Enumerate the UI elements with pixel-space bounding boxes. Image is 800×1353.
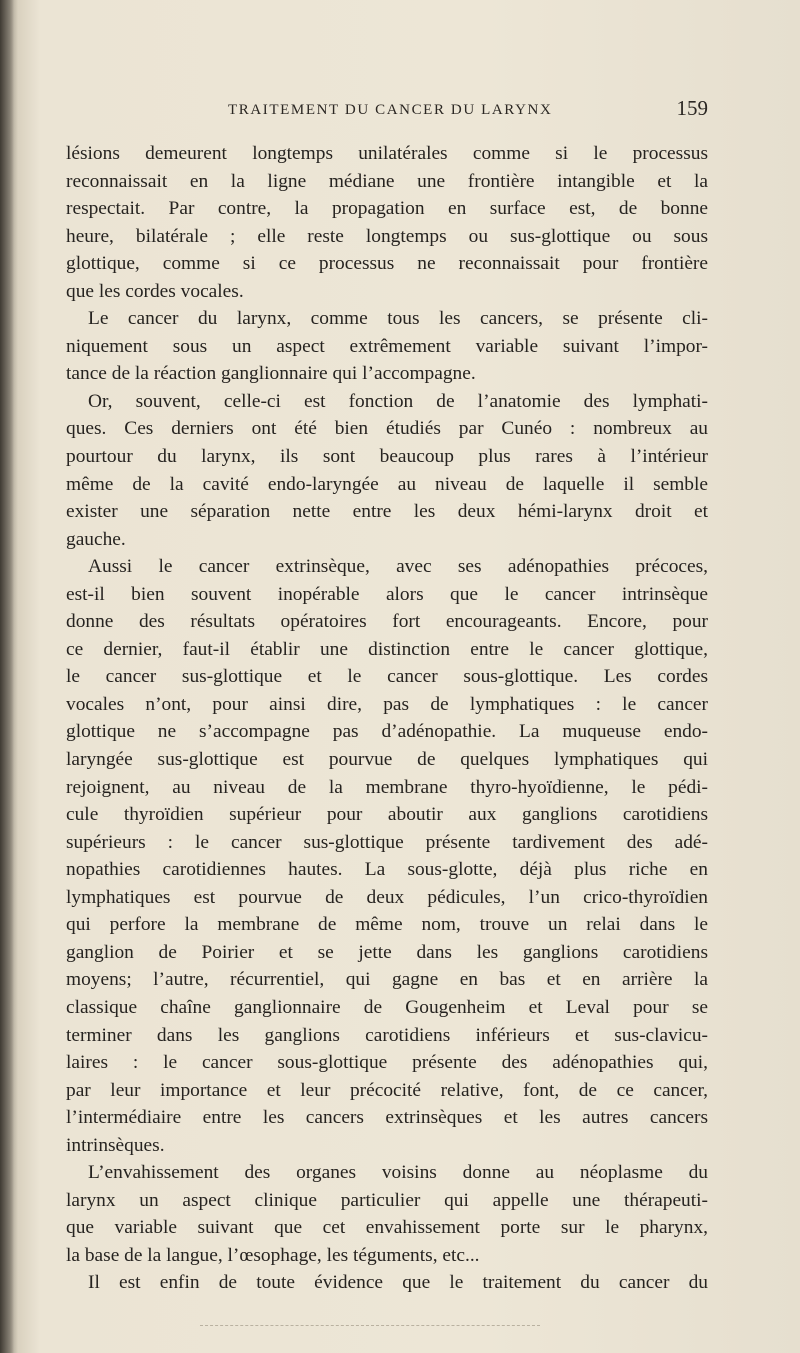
text-line: la base de la langue, l’œsophage, les téguments, etc... xyxy=(66,1244,480,1266)
text-line: L’envahissement des organes voisins donne au néoplasme du xyxy=(88,1162,708,1184)
text-line: l’intermédiaire entre les cancers extrinsèques et les autres cancers xyxy=(66,1107,708,1129)
text-line: pourtour du larynx, ils sont beaucoup plus rares à l’intérieur xyxy=(66,446,708,468)
running-title: TRAITEMENT DU CANCER DU LARYNX xyxy=(228,102,553,118)
text-line: le cancer sus-glottique et le cancer sous-glottique. Les cordes xyxy=(66,666,708,688)
text-line: Il est enfin de toute évidence que le traitement du cancer du xyxy=(88,1272,708,1294)
text-line: même de la cavité endo-laryngée au niveau de laquelle il semble xyxy=(66,473,708,495)
text-line: terminer dans les ganglions carotidiens inférieurs et sus-clavicu- xyxy=(66,1024,708,1046)
body-text xyxy=(66,140,708,1297)
text-line: ce dernier, faut-il établir une distinction entre le cancer glottique, xyxy=(66,638,708,660)
page-bottom-mark xyxy=(200,1325,540,1327)
text-line: est-il bien souvent inopérable alors que le cancer intrinsèque xyxy=(66,583,708,605)
text-line: classique chaîne ganglionnaire de Gougenheim et Leval pour se xyxy=(66,996,708,1018)
text-line: supérieurs : le cancer sus-glottique présente tardivement des adé- xyxy=(66,831,708,853)
text-line: Aussi le cancer extrinsèque, avec ses adénopathies précoces, xyxy=(88,556,708,578)
text-line: intrinsèques. xyxy=(66,1134,165,1156)
text-line: que les cordes vocales. xyxy=(66,280,244,302)
text-line: ques. Ces derniers ont été bien étudiés par Cunéo : nombreux au xyxy=(66,418,708,440)
text-line: moyens; l’autre, récurrentiel, qui gagne en bas et en arrière la xyxy=(66,969,708,991)
text-line: laires : le cancer sous-glottique présente des adénopathies qui, xyxy=(66,1052,708,1074)
page-number: 159 xyxy=(676,96,708,120)
text-line: exister une séparation nette entre les deux hémi-larynx droit et xyxy=(66,501,708,523)
text-line: tance de la réaction ganglionnaire qui l’accompagne. xyxy=(66,363,476,385)
text-line: rejoignent, au niveau de la membrane thyro-hyoïdienne, le pédi- xyxy=(66,776,708,798)
text-line: reconnaissait en la ligne médiane une frontière intangible et la xyxy=(66,170,708,192)
text-line: lymphatiques est pourvue de deux pédicules, l’un crico-thyroïdien xyxy=(66,886,708,908)
text-line: vocales n’ont, pour ainsi dire, pas de lymphatiques : le cancer xyxy=(66,693,708,715)
text-line: heure, bilatérale ; elle reste longtemps ou sus-glottique ou sous xyxy=(66,225,708,247)
page-header xyxy=(66,92,708,124)
text-line: que variable suivant que cet envahissement porte sur le pharynx, xyxy=(66,1217,708,1239)
text-line: niquement sous un aspect extrêmement variable suivant l’impor- xyxy=(66,335,708,357)
text-line: Or, souvent, celle-ci est fonction de l’anatomie des lymphati- xyxy=(88,390,708,412)
text-line: ganglion de Poirier et se jette dans les ganglions carotidiens xyxy=(66,941,708,963)
text-line: glottique ne s’accompagne pas d’adénopathie. La muqueuse endo- xyxy=(66,721,708,743)
text-line: donne des résultats opératoires fort encourageants. Encore, pour xyxy=(66,611,708,633)
text-line: larynx un aspect clinique particulier qui appelle une thérapeuti- xyxy=(66,1189,708,1211)
text-line: lésions demeurent longtemps unilatérales comme si le processus xyxy=(66,143,708,164)
text-line: respectait. Par contre, la propagation en surface est, de bonne xyxy=(66,198,708,220)
page-gutter-shadow xyxy=(0,0,14,1353)
text-line: qui perfore la membrane de même nom, trouve un relai dans le xyxy=(66,914,708,936)
text-line: cule thyroïdien supérieur pour aboutir aux ganglions carotidiens xyxy=(66,804,708,826)
text-line: nopathies carotidiennes hautes. La sous-glotte, déjà plus riche en xyxy=(66,859,708,881)
text-line: glottique, comme si ce processus ne reconnaissait pour frontière xyxy=(66,253,708,275)
text-line: par leur importance et leur précocité relative, font, de ce cancer, xyxy=(66,1079,708,1101)
text-line: gauche. xyxy=(66,528,126,550)
text-line: laryngée sus-glottique est pourvue de quelques lymphatiques qui xyxy=(66,749,708,771)
text-line: Le cancer du larynx, comme tous les cancers, se présente cli- xyxy=(88,308,708,330)
